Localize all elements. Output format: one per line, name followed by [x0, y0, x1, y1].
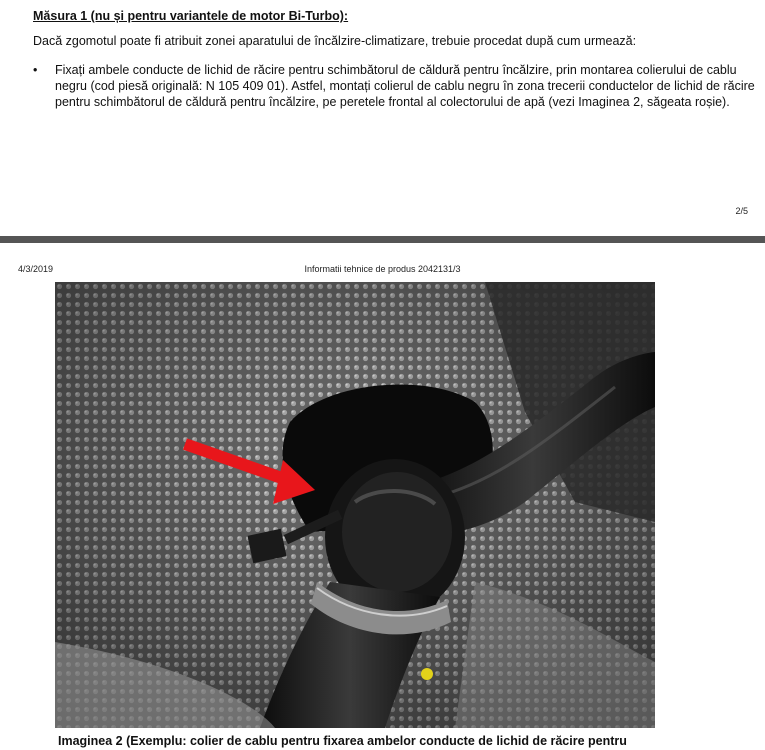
example-photo — [55, 282, 655, 728]
page-number: 2/5 — [735, 206, 748, 216]
bullet-text: Fixați ambele conducte de lichid de răcire pentru schimbătorul de căldură pentru încălzire, prin montarea colierului de cablu negru (cod piesă originală: N 105 409 01). Astfel, montați colierul de cablu negru în zona trecerii conductelor de lichid de răcire pentru schimbătorul de căldură pentru încălzire, pe peretele frontal al colectorului de apă (vezi Imaginea 2, săgeata roșie). — [55, 63, 755, 109]
image-caption: Imaginea 2 (Exemplu: colier de cablu pentru fixarea ambelor conducte de lichid de răcire pentru — [58, 734, 627, 748]
section-heading: Măsura 1 (nu și pentru variantele de motor Bi-Turbo): — [33, 9, 349, 23]
page-separator — [0, 236, 765, 243]
header-date: 4/3/2019 — [18, 264, 54, 274]
bullet-marker: • — [33, 63, 38, 77]
header-title: Informatii tehnice de produs 2042131/3 — [304, 264, 461, 274]
intro-paragraph: Dacă zgomotul poate fi atribuit zonei aparatului de încălzire-climatizare, trebuie procedat după cum urmează: — [33, 34, 637, 48]
